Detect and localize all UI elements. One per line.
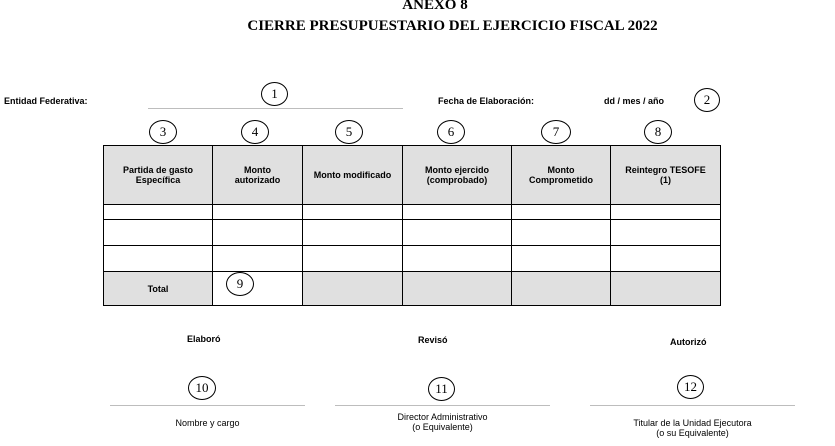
table-cell[interactable] <box>213 205 303 220</box>
marker-2: 2 <box>694 88 720 112</box>
table-row <box>104 246 721 272</box>
elaboro-signature-line[interactable] <box>110 405 305 406</box>
col-header-partida: Partida de gasto Específica <box>104 146 213 205</box>
entidad-federativa-line[interactable] <box>148 108 403 109</box>
autorizo-signature-line[interactable] <box>590 405 795 406</box>
table-cell[interactable] <box>213 220 303 246</box>
table-cell[interactable] <box>611 205 721 220</box>
table-cell[interactable] <box>213 246 303 272</box>
table-cell[interactable] <box>104 246 213 272</box>
marker-3: 3 <box>149 120 177 144</box>
annex-title: ANEXO 8 <box>402 0 468 13</box>
table-cell[interactable] <box>104 205 213 220</box>
table-cell[interactable] <box>104 220 213 246</box>
table-cell[interactable] <box>303 246 403 272</box>
table-cell[interactable] <box>403 205 512 220</box>
col-header-autorizado: Monto autorizado <box>213 146 303 205</box>
marker-6: 6 <box>437 120 465 144</box>
marker-4: 4 <box>241 120 269 144</box>
table-cell[interactable] <box>611 246 721 272</box>
table-cell[interactable] <box>512 205 611 220</box>
table-cell[interactable] <box>611 220 721 246</box>
table-cell[interactable] <box>512 246 611 272</box>
table-cell[interactable] <box>512 220 611 246</box>
total-label: Total <box>104 272 213 306</box>
table-row <box>104 205 721 220</box>
reviso-label: Revisó <box>418 335 448 345</box>
total-cell <box>403 272 512 306</box>
total-autorizado-cell[interactable] <box>213 272 303 306</box>
total-cell <box>512 272 611 306</box>
marker-12: 12 <box>677 375 704 399</box>
marker-10: 10 <box>188 376 216 400</box>
col-header-reintegro: Reintegro TESOFE (1) <box>611 146 721 205</box>
fecha-format[interactable]: dd / mes / año <box>604 96 665 106</box>
marker-11: 11 <box>428 377 455 401</box>
budget-table <box>103 145 721 306</box>
marker-9: 9 <box>226 272 254 296</box>
col-header-modificado: Monto modificado <box>303 146 403 205</box>
elaboro-caption: Nombre y cargo <box>175 418 240 428</box>
marker-7: 7 <box>541 120 571 144</box>
autorizo-label: Autorizó <box>670 337 707 347</box>
entidad-federativa-label: Entidad Federativa: <box>4 96 88 106</box>
col-header-comprometido: Monto Comprometido <box>512 146 611 205</box>
total-cell <box>611 272 721 306</box>
table-row <box>104 220 721 246</box>
table-cell[interactable] <box>303 220 403 246</box>
table-header-row <box>104 146 721 205</box>
reviso-signature-line[interactable] <box>335 405 550 406</box>
reviso-caption: Director Administrativo (o Equivalente) <box>397 412 488 432</box>
total-row <box>104 272 721 306</box>
document-title: CIERRE PRESUPUESTARIO DEL EJERCICIO FISCAL 2022 <box>247 18 658 34</box>
table-cell[interactable] <box>403 220 512 246</box>
elaboro-label: Elaboró <box>187 334 221 344</box>
total-cell <box>303 272 403 306</box>
col-header-ejercido: Monto ejercido (comprobado) <box>403 146 512 205</box>
table-cell[interactable] <box>303 205 403 220</box>
marker-5: 5 <box>335 120 363 144</box>
marker-8: 8 <box>644 120 672 144</box>
autorizo-caption: Titular de la Unidad Ejecutora (o su Equivalente) <box>633 418 752 438</box>
fecha-elaboracion-label: Fecha de Elaboración: <box>438 96 535 106</box>
table-cell[interactable] <box>403 246 512 272</box>
marker-1: 1 <box>261 82 288 106</box>
